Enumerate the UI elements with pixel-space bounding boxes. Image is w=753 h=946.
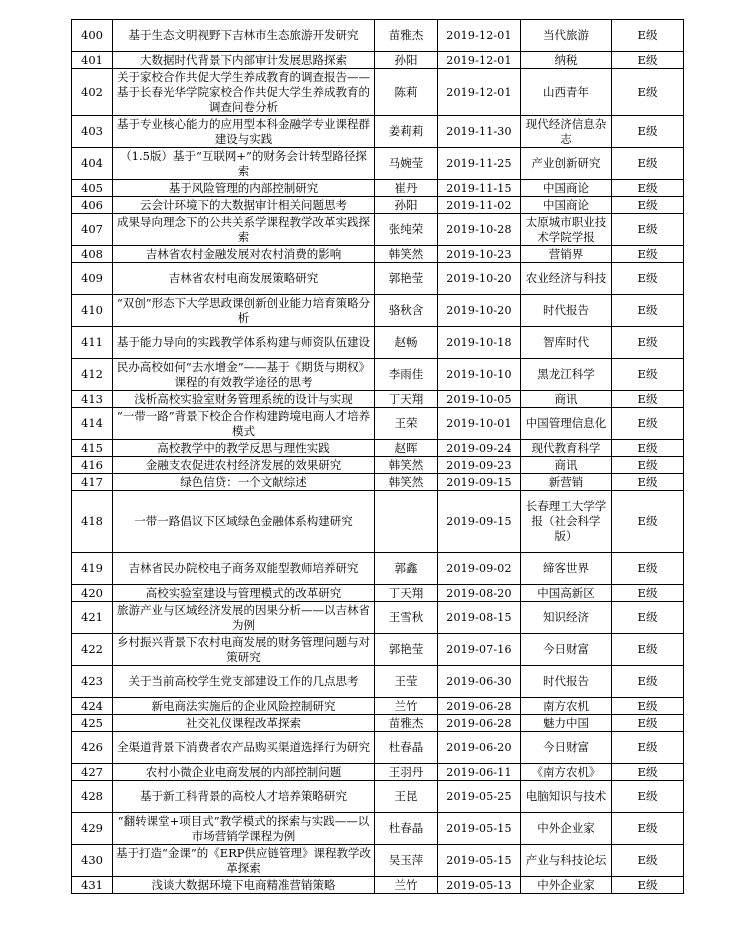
row-number-cell: 401 <box>72 52 113 69</box>
paper-title-cell: 浅谈大数据环境下电商精准营销策略 <box>113 877 375 894</box>
publish-date-cell: 2019-09-24 <box>438 440 521 457</box>
publish-date-cell: 2019-05-15 <box>438 845 521 877</box>
author-name-cell: 兰竹 <box>375 877 438 894</box>
table-row <box>72 732 684 764</box>
author-name-cell: 孙阳 <box>375 197 438 214</box>
author-name-cell: 丁天翔 <box>375 391 438 408</box>
table-row <box>72 491 684 553</box>
journal-grade-cell: E级 <box>612 263 684 295</box>
table-row <box>72 440 684 457</box>
publication-table <box>71 19 684 894</box>
paper-title-cell: 高校教学中的教学反思与理性实践 <box>113 440 375 457</box>
author-name-cell: 郭鑫 <box>375 553 438 585</box>
row-number-cell: 403 <box>72 116 113 148</box>
publish-date-cell: 2019-08-20 <box>438 585 521 602</box>
row-number-cell: 431 <box>72 877 113 894</box>
journal-grade-cell: E级 <box>612 666 684 698</box>
row-number-cell: 417 <box>72 474 113 491</box>
author-name-cell: 韩笑然 <box>375 474 438 491</box>
table-row <box>72 408 684 440</box>
paper-title-cell: 云会计环境下的大数据审计相关问题思考 <box>113 197 375 214</box>
table-row <box>72 148 684 180</box>
row-number-cell: 405 <box>72 180 113 197</box>
journal-grade-cell: E级 <box>612 602 684 634</box>
journal-grade-cell: E级 <box>612 214 684 246</box>
paper-title-cell: 金融支农促进农村经济发展的效果研究 <box>113 457 375 474</box>
author-name-cell: 李雨佳 <box>375 359 438 391</box>
publish-date-cell: 2019-10-23 <box>438 246 521 263</box>
paper-title-cell: 基于风险管理的内部控制研究 <box>113 180 375 197</box>
table-row <box>72 602 684 634</box>
author-name-cell: 陈莉 <box>375 69 438 116</box>
author-name-cell: 杜春晶 <box>375 732 438 764</box>
table-row <box>72 295 684 327</box>
table-row <box>72 457 684 474</box>
publish-date-cell: 2019-09-15 <box>438 491 521 553</box>
row-number-cell: 413 <box>72 391 113 408</box>
author-name-cell: 崔丹 <box>375 180 438 197</box>
row-number-cell: 427 <box>72 764 113 781</box>
paper-title-cell: 一带一路倡议下区域绿色金融体系构建研究 <box>113 491 375 553</box>
journal-grade-cell: E级 <box>612 52 684 69</box>
paper-title-cell: 大数据时代背景下内部审计发展思路探索 <box>113 52 375 69</box>
table-row <box>72 246 684 263</box>
row-number-cell: 428 <box>72 781 113 813</box>
paper-title-cell: （1.5版）基于“互联网+”的财务会计转型路径探索 <box>113 148 375 180</box>
author-name-cell: 王雪秋 <box>375 602 438 634</box>
journal-name-cell: 农业经济与科技 <box>521 263 612 295</box>
paper-title-cell: 社交礼仪课程改革探索 <box>113 715 375 732</box>
journal-name-cell: 长春理工大学学报（社会科学版） <box>521 491 612 553</box>
publish-date-cell: 2019-11-25 <box>438 148 521 180</box>
author-name-cell: 郭艳莹 <box>375 634 438 666</box>
journal-grade-cell: E级 <box>612 845 684 877</box>
author-name-cell: 郭艳莹 <box>375 263 438 295</box>
publish-date-cell: 2019-08-15 <box>438 602 521 634</box>
publish-date-cell: 2019-11-30 <box>438 116 521 148</box>
table-row <box>72 69 684 116</box>
table-row <box>72 20 684 52</box>
journal-name-cell: 中国管理信息化 <box>521 408 612 440</box>
table-row <box>72 813 684 845</box>
author-name-cell: 苗雅杰 <box>375 20 438 52</box>
journal-name-cell: 纳税 <box>521 52 612 69</box>
publish-date-cell: 2019-10-28 <box>438 214 521 246</box>
journal-name-cell: 《南方农机》 <box>521 764 612 781</box>
row-number-cell: 424 <box>72 698 113 715</box>
journal-grade-cell: E级 <box>612 69 684 116</box>
publish-date-cell: 2019-10-18 <box>438 327 521 359</box>
journal-name-cell: 商讯 <box>521 457 612 474</box>
table-row <box>72 845 684 877</box>
journal-grade-cell: E级 <box>612 295 684 327</box>
row-number-cell: 430 <box>72 845 113 877</box>
row-number-cell: 421 <box>72 602 113 634</box>
paper-title-cell: “一带一路”背景下校企合作构建跨境电商人才培养模式 <box>113 408 375 440</box>
table-row <box>72 666 684 698</box>
publish-date-cell: 2019-09-15 <box>438 474 521 491</box>
publish-date-cell: 2019-10-10 <box>438 359 521 391</box>
journal-name-cell: 电脑知识与技术 <box>521 781 612 813</box>
publish-date-cell: 2019-11-15 <box>438 180 521 197</box>
publish-date-cell: 2019-07-16 <box>438 634 521 666</box>
author-name-cell: 姜莉莉 <box>375 116 438 148</box>
journal-name-cell: 时代报告 <box>521 295 612 327</box>
author-name-cell: 韩笑然 <box>375 457 438 474</box>
author-name-cell: 杜春晶 <box>375 813 438 845</box>
paper-title-cell: 乡村振兴背景下农村电商发展的财务管理问题与对策研究 <box>113 634 375 666</box>
publish-date-cell: 2019-06-11 <box>438 764 521 781</box>
author-name-cell: 赵畅 <box>375 327 438 359</box>
row-number-cell: 408 <box>72 246 113 263</box>
author-name-cell <box>375 491 438 553</box>
row-number-cell: 425 <box>72 715 113 732</box>
row-number-cell: 419 <box>72 553 113 585</box>
row-number-cell: 416 <box>72 457 113 474</box>
journal-grade-cell: E级 <box>612 764 684 781</box>
author-name-cell: 马婉莹 <box>375 148 438 180</box>
publish-date-cell: 2019-10-20 <box>438 295 521 327</box>
author-name-cell: 吴玉萍 <box>375 845 438 877</box>
journal-name-cell: 南方农机 <box>521 698 612 715</box>
journal-name-cell: 中外企业家 <box>521 877 612 894</box>
row-number-cell: 429 <box>72 813 113 845</box>
paper-title-cell: 基于新工科背景的高校人才培养策略研究 <box>113 781 375 813</box>
row-number-cell: 400 <box>72 20 113 52</box>
journal-name-cell: 魅力中国 <box>521 715 612 732</box>
publish-date-cell: 2019-06-20 <box>438 732 521 764</box>
publish-date-cell: 2019-12-01 <box>438 52 521 69</box>
journal-grade-cell: E级 <box>612 408 684 440</box>
journal-name-cell: 今日财富 <box>521 634 612 666</box>
journal-name-cell: 缔客世界 <box>521 553 612 585</box>
publish-date-cell: 2019-05-13 <box>438 877 521 894</box>
author-name-cell: 张纯荣 <box>375 214 438 246</box>
journal-grade-cell: E级 <box>612 457 684 474</box>
table-row <box>72 263 684 295</box>
paper-title-cell: 吉林省农村电商发展策略研究 <box>113 263 375 295</box>
table-row <box>72 877 684 894</box>
journal-name-cell: 中国商论 <box>521 180 612 197</box>
journal-name-cell: 知识经济 <box>521 602 612 634</box>
row-number-cell: 404 <box>72 148 113 180</box>
row-number-cell: 426 <box>72 732 113 764</box>
publish-date-cell: 2019-06-30 <box>438 666 521 698</box>
publish-date-cell: 2019-10-20 <box>438 263 521 295</box>
row-number-cell: 402 <box>72 69 113 116</box>
table-row <box>72 585 684 602</box>
publish-date-cell: 2019-05-25 <box>438 781 521 813</box>
publish-date-cell: 2019-12-01 <box>438 69 521 116</box>
publish-date-cell: 2019-10-01 <box>438 408 521 440</box>
author-name-cell: 王昆 <box>375 781 438 813</box>
row-number-cell: 418 <box>72 491 113 553</box>
publish-date-cell: 2019-11-02 <box>438 197 521 214</box>
paper-title-cell: “翻转课堂+项目式”教学模式的探索与实践——以市场营销学课程为例 <box>113 813 375 845</box>
table-row <box>72 698 684 715</box>
journal-grade-cell: E级 <box>612 327 684 359</box>
table-row <box>72 781 684 813</box>
author-name-cell: 王羽丹 <box>375 764 438 781</box>
publish-date-cell: 2019-05-15 <box>438 813 521 845</box>
journal-name-cell: 当代旅游 <box>521 20 612 52</box>
paper-title-cell: 民办高校如何“去水增金”——基于《期货与期权》课程的有效教学途径的思考 <box>113 359 375 391</box>
journal-grade-cell: E级 <box>612 116 684 148</box>
row-number-cell: 407 <box>72 214 113 246</box>
publish-date-cell: 2019-09-02 <box>438 553 521 585</box>
table-row <box>72 634 684 666</box>
row-number-cell: 422 <box>72 634 113 666</box>
journal-grade-cell: E级 <box>612 148 684 180</box>
publish-date-cell: 2019-06-28 <box>438 698 521 715</box>
journal-grade-cell: E级 <box>612 440 684 457</box>
journal-grade-cell: E级 <box>612 813 684 845</box>
journal-name-cell: 中外企业家 <box>521 813 612 845</box>
table-row <box>72 327 684 359</box>
author-name-cell: 兰竹 <box>375 698 438 715</box>
publish-date-cell: 2019-06-28 <box>438 715 521 732</box>
row-number-cell: 409 <box>72 263 113 295</box>
row-number-cell: 420 <box>72 585 113 602</box>
journal-grade-cell: E级 <box>612 474 684 491</box>
paper-title-cell: 基于专业核心能力的应用型本科金融学专业课程群建设与实践 <box>113 116 375 148</box>
journal-name-cell: 商讯 <box>521 391 612 408</box>
journal-name-cell: 营销界 <box>521 246 612 263</box>
table-row <box>72 391 684 408</box>
journal-grade-cell: E级 <box>612 715 684 732</box>
table-row <box>72 553 684 585</box>
paper-title-cell: 关于家校合作共促大学生养成教育的调查报告——基于长春光华学院家校合作共促大学生养成教育的调查问卷分析 <box>113 69 375 116</box>
journal-name-cell: 产业创新研究 <box>521 148 612 180</box>
paper-title-cell: 基于能力导向的实践教学体系构建与师资队伍建设 <box>113 327 375 359</box>
table-row <box>72 52 684 69</box>
journal-name-cell: 智库时代 <box>521 327 612 359</box>
author-name-cell: 王莹 <box>375 666 438 698</box>
table-row <box>72 214 684 246</box>
journal-grade-cell: E级 <box>612 732 684 764</box>
author-name-cell: 丁天翔 <box>375 585 438 602</box>
row-number-cell: 423 <box>72 666 113 698</box>
paper-title-cell: 新电商法实施后的企业风险控制研究 <box>113 698 375 715</box>
paper-title-cell: 关于当前高校学生党支部建设工作的几点思考 <box>113 666 375 698</box>
table-row <box>72 474 684 491</box>
journal-grade-cell: E级 <box>612 359 684 391</box>
table-row <box>72 180 684 197</box>
journal-name-cell: 今日财富 <box>521 732 612 764</box>
row-number-cell: 406 <box>72 197 113 214</box>
table-row <box>72 359 684 391</box>
table-row <box>72 197 684 214</box>
table-row <box>72 715 684 732</box>
journal-name-cell: 现代教育科学 <box>521 440 612 457</box>
table-row <box>72 764 684 781</box>
author-name-cell: 苗雅杰 <box>375 715 438 732</box>
paper-title-cell: 基于生态文明视野下吉林市生态旅游开发研究 <box>113 20 375 52</box>
table-row <box>72 116 684 148</box>
journal-name-cell: 中国高新区 <box>521 585 612 602</box>
author-name-cell: 赵晖 <box>375 440 438 457</box>
publish-date-cell: 2019-10-05 <box>438 391 521 408</box>
journal-name-cell: 太原城市职业技术学院学报 <box>521 214 612 246</box>
journal-grade-cell: E级 <box>612 781 684 813</box>
journal-grade-cell: E级 <box>612 20 684 52</box>
journal-grade-cell: E级 <box>612 877 684 894</box>
journal-name-cell: 中国商论 <box>521 197 612 214</box>
paper-title-cell: 浅析高校实验室财务管理系统的设计与实现 <box>113 391 375 408</box>
journal-grade-cell: E级 <box>612 180 684 197</box>
row-number-cell: 410 <box>72 295 113 327</box>
journal-name-cell: 产业与科技论坛 <box>521 845 612 877</box>
publication-table-body <box>72 20 684 894</box>
journal-grade-cell: E级 <box>612 553 684 585</box>
journal-grade-cell: E级 <box>612 491 684 553</box>
author-name-cell: 骆秋含 <box>375 295 438 327</box>
journal-grade-cell: E级 <box>612 585 684 602</box>
paper-title-cell: 高校实验室建设与管理模式的改革研究 <box>113 585 375 602</box>
row-number-cell: 411 <box>72 327 113 359</box>
paper-title-cell: 全渠道背景下消费者农产品购买渠道选择行为研究 <box>113 732 375 764</box>
paper-title-cell: 绿色信贷：一个文献综述 <box>113 474 375 491</box>
paper-title-cell: “双创”形态下大学思政课创新创业能力培育策略分析 <box>113 295 375 327</box>
journal-name-cell: 新营销 <box>521 474 612 491</box>
publish-date-cell: 2019-12-01 <box>438 20 521 52</box>
journal-grade-cell: E级 <box>612 246 684 263</box>
journal-grade-cell: E级 <box>612 698 684 715</box>
author-name-cell: 王荣 <box>375 408 438 440</box>
row-number-cell: 412 <box>72 359 113 391</box>
paper-title-cell: 旅游产业与区域经济发展的因果分析——以吉林省为例 <box>113 602 375 634</box>
row-number-cell: 415 <box>72 440 113 457</box>
paper-title-cell: 吉林省民办院校电子商务双能型教师培养研究 <box>113 553 375 585</box>
publish-date-cell: 2019-09-23 <box>438 457 521 474</box>
journal-name-cell: 山西青年 <box>521 69 612 116</box>
journal-grade-cell: E级 <box>612 197 684 214</box>
paper-title-cell: 成果导向理念下的公共关系学课程教学改革实践探索 <box>113 214 375 246</box>
journal-grade-cell: E级 <box>612 634 684 666</box>
paper-title-cell: 吉林省农村金融发展对农村消费的影响 <box>113 246 375 263</box>
journal-grade-cell: E级 <box>612 391 684 408</box>
author-name-cell: 韩笑然 <box>375 246 438 263</box>
paper-title-cell: 农村小微企业电商发展的内部控制问题 <box>113 764 375 781</box>
author-name-cell: 孙阳 <box>375 52 438 69</box>
journal-name-cell: 现代经济信息杂志 <box>521 116 612 148</box>
row-number-cell: 414 <box>72 408 113 440</box>
paper-title-cell: 基于打造“金课”的《ERP供应链管理》课程教学改革探索 <box>113 845 375 877</box>
journal-name-cell: 时代报告 <box>521 666 612 698</box>
journal-name-cell: 黑龙江科学 <box>521 359 612 391</box>
